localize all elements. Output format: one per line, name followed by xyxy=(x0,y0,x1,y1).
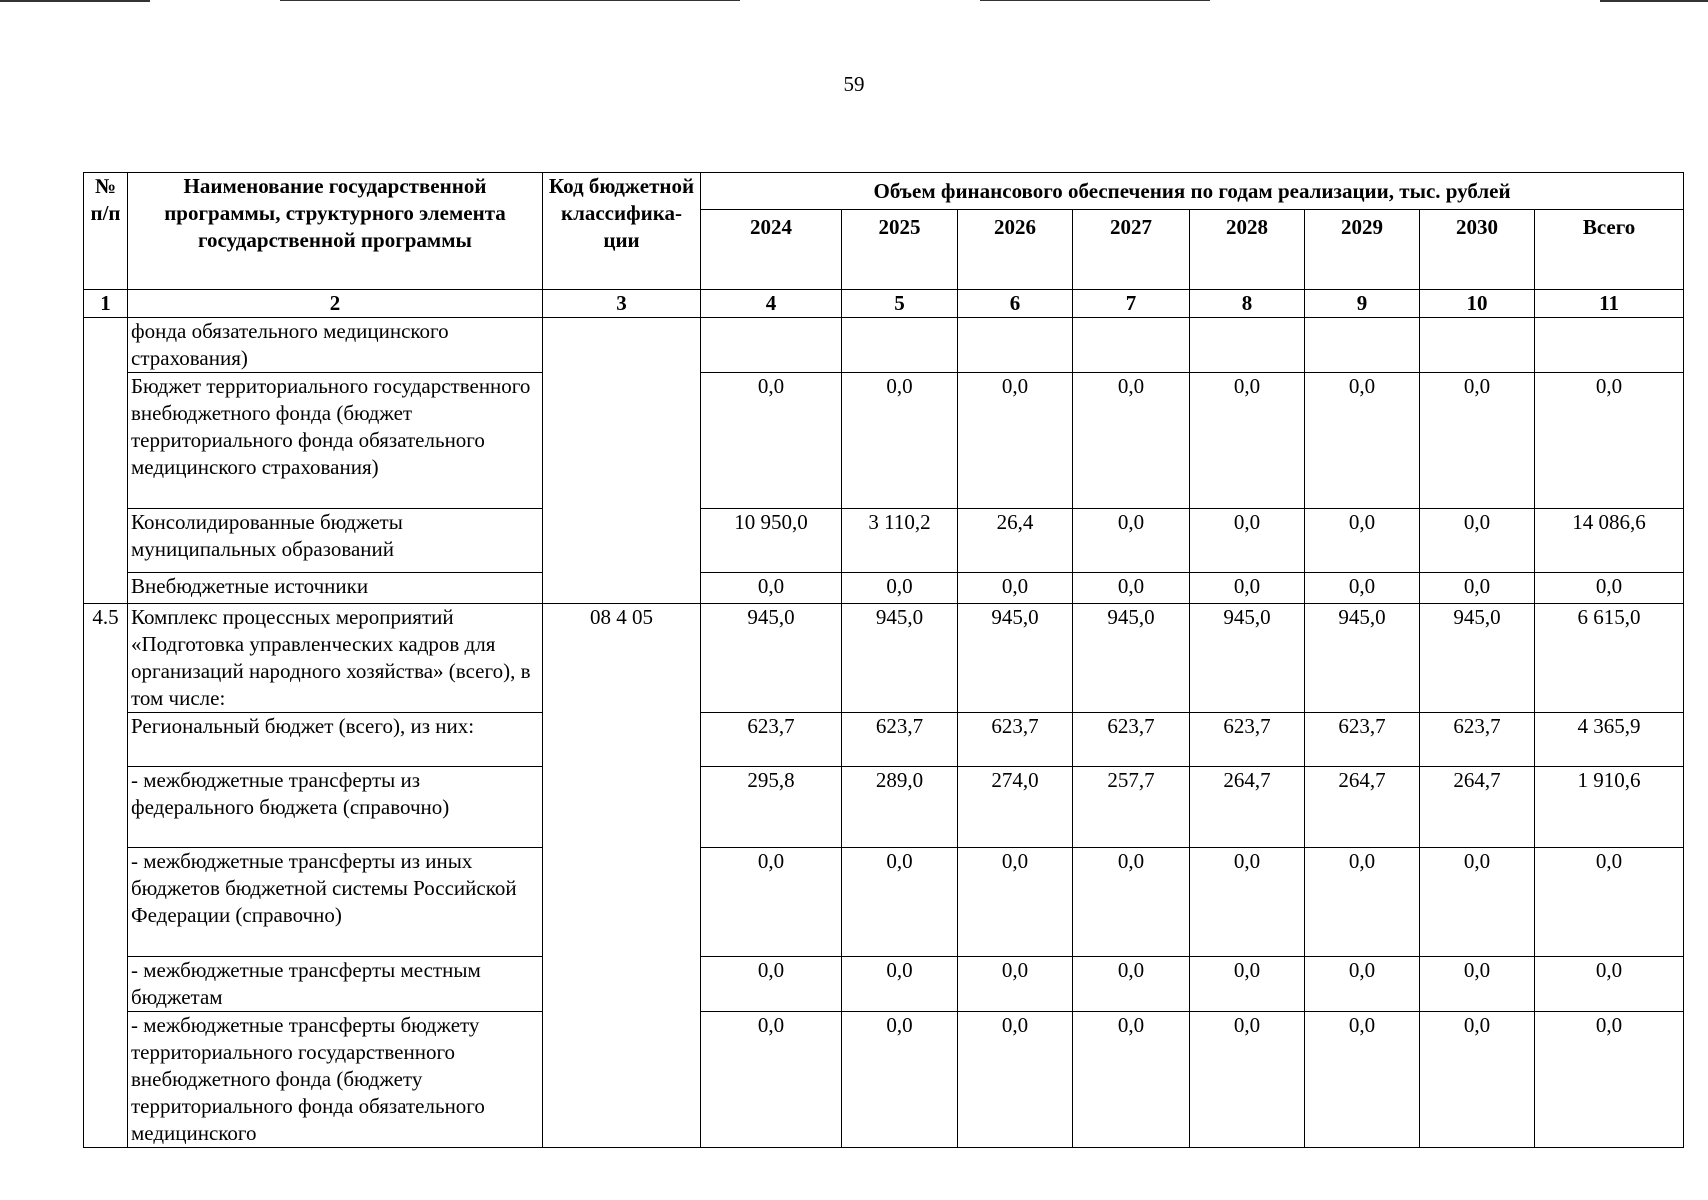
row-number-cell xyxy=(84,318,128,604)
value-cell: 0,0 xyxy=(1535,573,1684,604)
row-code: 08 4 05 xyxy=(543,604,701,1148)
value-cell: 26,4 xyxy=(958,509,1073,573)
value-cell: 0,0 xyxy=(842,1012,958,1148)
value-cell: 623,7 xyxy=(842,713,958,767)
index-cell: 5 xyxy=(842,290,958,318)
header-year: 2027 xyxy=(1073,210,1190,290)
table-row xyxy=(84,1012,1684,1148)
value-cell xyxy=(1190,318,1305,373)
table-row xyxy=(84,957,1684,1012)
header-code: Код бюджетной классифика-ции xyxy=(543,173,701,290)
header-year: 2024 xyxy=(701,210,842,290)
value-cell: 0,0 xyxy=(1535,957,1684,1012)
value-cell: 0,0 xyxy=(1073,509,1190,573)
table-row xyxy=(84,318,1684,373)
value-cell: 623,7 xyxy=(1073,713,1190,767)
scan-edge-line xyxy=(280,0,740,1)
scan-edge-line xyxy=(0,0,150,2)
value-cell xyxy=(1305,318,1420,373)
value-cell: 264,7 xyxy=(1420,767,1535,848)
value-cell: 945,0 xyxy=(701,604,842,713)
value-cell: 0,0 xyxy=(701,573,842,604)
table-row xyxy=(84,573,1684,604)
value-cell: 0,0 xyxy=(1190,373,1305,509)
value-cell: 274,0 xyxy=(958,767,1073,848)
value-cell: 0,0 xyxy=(1073,573,1190,604)
value-cell: 0,0 xyxy=(1420,509,1535,573)
value-cell: 0,0 xyxy=(1305,1012,1420,1148)
value-cell: 945,0 xyxy=(1305,604,1420,713)
index-cell: 11 xyxy=(1535,290,1684,318)
table-row xyxy=(84,848,1684,957)
value-cell: 0,0 xyxy=(1305,848,1420,957)
value-cell: 623,7 xyxy=(958,713,1073,767)
scan-edge-line xyxy=(1600,0,1708,2)
table-body xyxy=(84,290,1684,1148)
value-cell: 257,7 xyxy=(1073,767,1190,848)
value-cell: 0,0 xyxy=(1190,1012,1305,1148)
scan-edge-line xyxy=(980,0,1210,1)
page-number: 59 xyxy=(843,72,865,96)
row-code-cell xyxy=(543,318,701,604)
row-name: - межбюджетные трансферты бюджету территориального государственного внебюджетного фонда (бюджету территориального фонда обязательного медицинского xyxy=(128,1012,543,1148)
funding-table xyxy=(83,172,1684,1148)
value-cell: 0,0 xyxy=(1420,573,1535,604)
index-cell: 2 xyxy=(128,290,543,318)
row-name: Бюджет территориального государственного внебюджетного фонда (бюджет территориального фонда обязательного медицинского страхования) xyxy=(128,373,543,509)
value-cell xyxy=(842,318,958,373)
value-cell: 0,0 xyxy=(958,573,1073,604)
row-name: - межбюджетные трансферты из федерального бюджета (справочно) xyxy=(128,767,543,848)
value-cell: 6 615,0 xyxy=(1535,604,1684,713)
value-cell: 0,0 xyxy=(1305,373,1420,509)
row-name: Внебюджетные источники xyxy=(128,573,543,604)
value-cell: 0,0 xyxy=(1420,957,1535,1012)
value-cell: 0,0 xyxy=(842,573,958,604)
row-name: - межбюджетные трансферты из иных бюджетов бюджетной системы Российской Федерации (справочно) xyxy=(128,848,543,957)
value-cell: 945,0 xyxy=(1420,604,1535,713)
value-cell: 0,0 xyxy=(1073,373,1190,509)
header-total: Всего xyxy=(1535,210,1684,290)
value-cell: 0,0 xyxy=(1073,848,1190,957)
value-cell: 0,0 xyxy=(842,957,958,1012)
value-cell: 0,0 xyxy=(958,1012,1073,1148)
table-row xyxy=(84,604,1684,713)
value-cell: 0,0 xyxy=(701,848,842,957)
value-cell: 0,0 xyxy=(1190,509,1305,573)
value-cell: 0,0 xyxy=(1190,957,1305,1012)
value-cell: 0,0 xyxy=(701,1012,842,1148)
index-cell: 1 xyxy=(84,290,128,318)
header-year: 2028 xyxy=(1190,210,1305,290)
value-cell: 0,0 xyxy=(1073,1012,1190,1148)
value-cell: 0,0 xyxy=(1305,509,1420,573)
value-cell: 0,0 xyxy=(1420,1012,1535,1148)
value-cell: 4 365,9 xyxy=(1535,713,1684,767)
table-header xyxy=(84,173,1684,290)
value-cell: 945,0 xyxy=(842,604,958,713)
value-cell: 0,0 xyxy=(1073,957,1190,1012)
value-cell: 623,7 xyxy=(1420,713,1535,767)
value-cell: 623,7 xyxy=(1305,713,1420,767)
value-cell: 1 910,6 xyxy=(1535,767,1684,848)
header-year: 2026 xyxy=(958,210,1073,290)
index-cell: 10 xyxy=(1420,290,1535,318)
value-cell: 945,0 xyxy=(1073,604,1190,713)
header-funding: Объем финансового обеспечения по годам реализации, тыс. рублей xyxy=(701,173,1684,210)
index-cell: 6 xyxy=(958,290,1073,318)
header-name: Наименование государственной программы, структурного элемента государственной программы xyxy=(128,173,543,290)
value-cell: 0,0 xyxy=(842,848,958,957)
value-cell: 0,0 xyxy=(1535,848,1684,957)
value-cell: 0,0 xyxy=(1420,848,1535,957)
value-cell: 0,0 xyxy=(701,957,842,1012)
row-name: Региональный бюджет (всего), из них: xyxy=(128,713,543,767)
row-name: Консолидированные бюджеты муниципальных образований xyxy=(128,509,543,573)
header-year: 2030 xyxy=(1420,210,1535,290)
column-index-row xyxy=(84,290,1684,318)
value-cell: 3 110,2 xyxy=(842,509,958,573)
table-row xyxy=(84,767,1684,848)
value-cell xyxy=(1420,318,1535,373)
value-cell xyxy=(1535,318,1684,373)
row-name: - межбюджетные трансферты местным бюджетам xyxy=(128,957,543,1012)
table-row xyxy=(84,373,1684,509)
value-cell: 0,0 xyxy=(701,373,842,509)
value-cell: 945,0 xyxy=(1190,604,1305,713)
value-cell: 0,0 xyxy=(1420,373,1535,509)
row-name: Комплекс процессных мероприятий «Подготовка управленческих кадров для организаций народного хозяйства» (всего), в том числе: xyxy=(128,604,543,713)
value-cell: 289,0 xyxy=(842,767,958,848)
index-cell: 8 xyxy=(1190,290,1305,318)
value-cell: 0,0 xyxy=(1535,1012,1684,1148)
value-cell: 0,0 xyxy=(958,373,1073,509)
value-cell xyxy=(701,318,842,373)
value-cell: 0,0 xyxy=(1190,573,1305,604)
value-cell: 14 086,6 xyxy=(1535,509,1684,573)
index-cell: 3 xyxy=(543,290,701,318)
header-year: 2025 xyxy=(842,210,958,290)
value-cell: 0,0 xyxy=(842,373,958,509)
value-cell: 0,0 xyxy=(1190,848,1305,957)
header-year: 2029 xyxy=(1305,210,1420,290)
index-cell: 4 xyxy=(701,290,842,318)
value-cell: 623,7 xyxy=(1190,713,1305,767)
header-number: № п/п xyxy=(84,173,128,290)
value-cell: 264,7 xyxy=(1305,767,1420,848)
value-cell: 0,0 xyxy=(1535,373,1684,509)
index-cell: 9 xyxy=(1305,290,1420,318)
value-cell xyxy=(958,318,1073,373)
value-cell: 10 950,0 xyxy=(701,509,842,573)
value-cell: 0,0 xyxy=(1305,957,1420,1012)
value-cell: 264,7 xyxy=(1190,767,1305,848)
value-cell: 295,8 xyxy=(701,767,842,848)
value-cell: 0,0 xyxy=(958,848,1073,957)
value-cell: 0,0 xyxy=(958,957,1073,1012)
index-cell: 7 xyxy=(1073,290,1190,318)
row-number: 4.5 xyxy=(84,604,128,1148)
row-name: фонда обязательного медицинского страхования) xyxy=(128,318,543,373)
value-cell xyxy=(1073,318,1190,373)
value-cell: 945,0 xyxy=(958,604,1073,713)
table-row xyxy=(84,713,1684,767)
table-row xyxy=(84,509,1684,573)
value-cell: 0,0 xyxy=(1305,573,1420,604)
value-cell: 623,7 xyxy=(701,713,842,767)
